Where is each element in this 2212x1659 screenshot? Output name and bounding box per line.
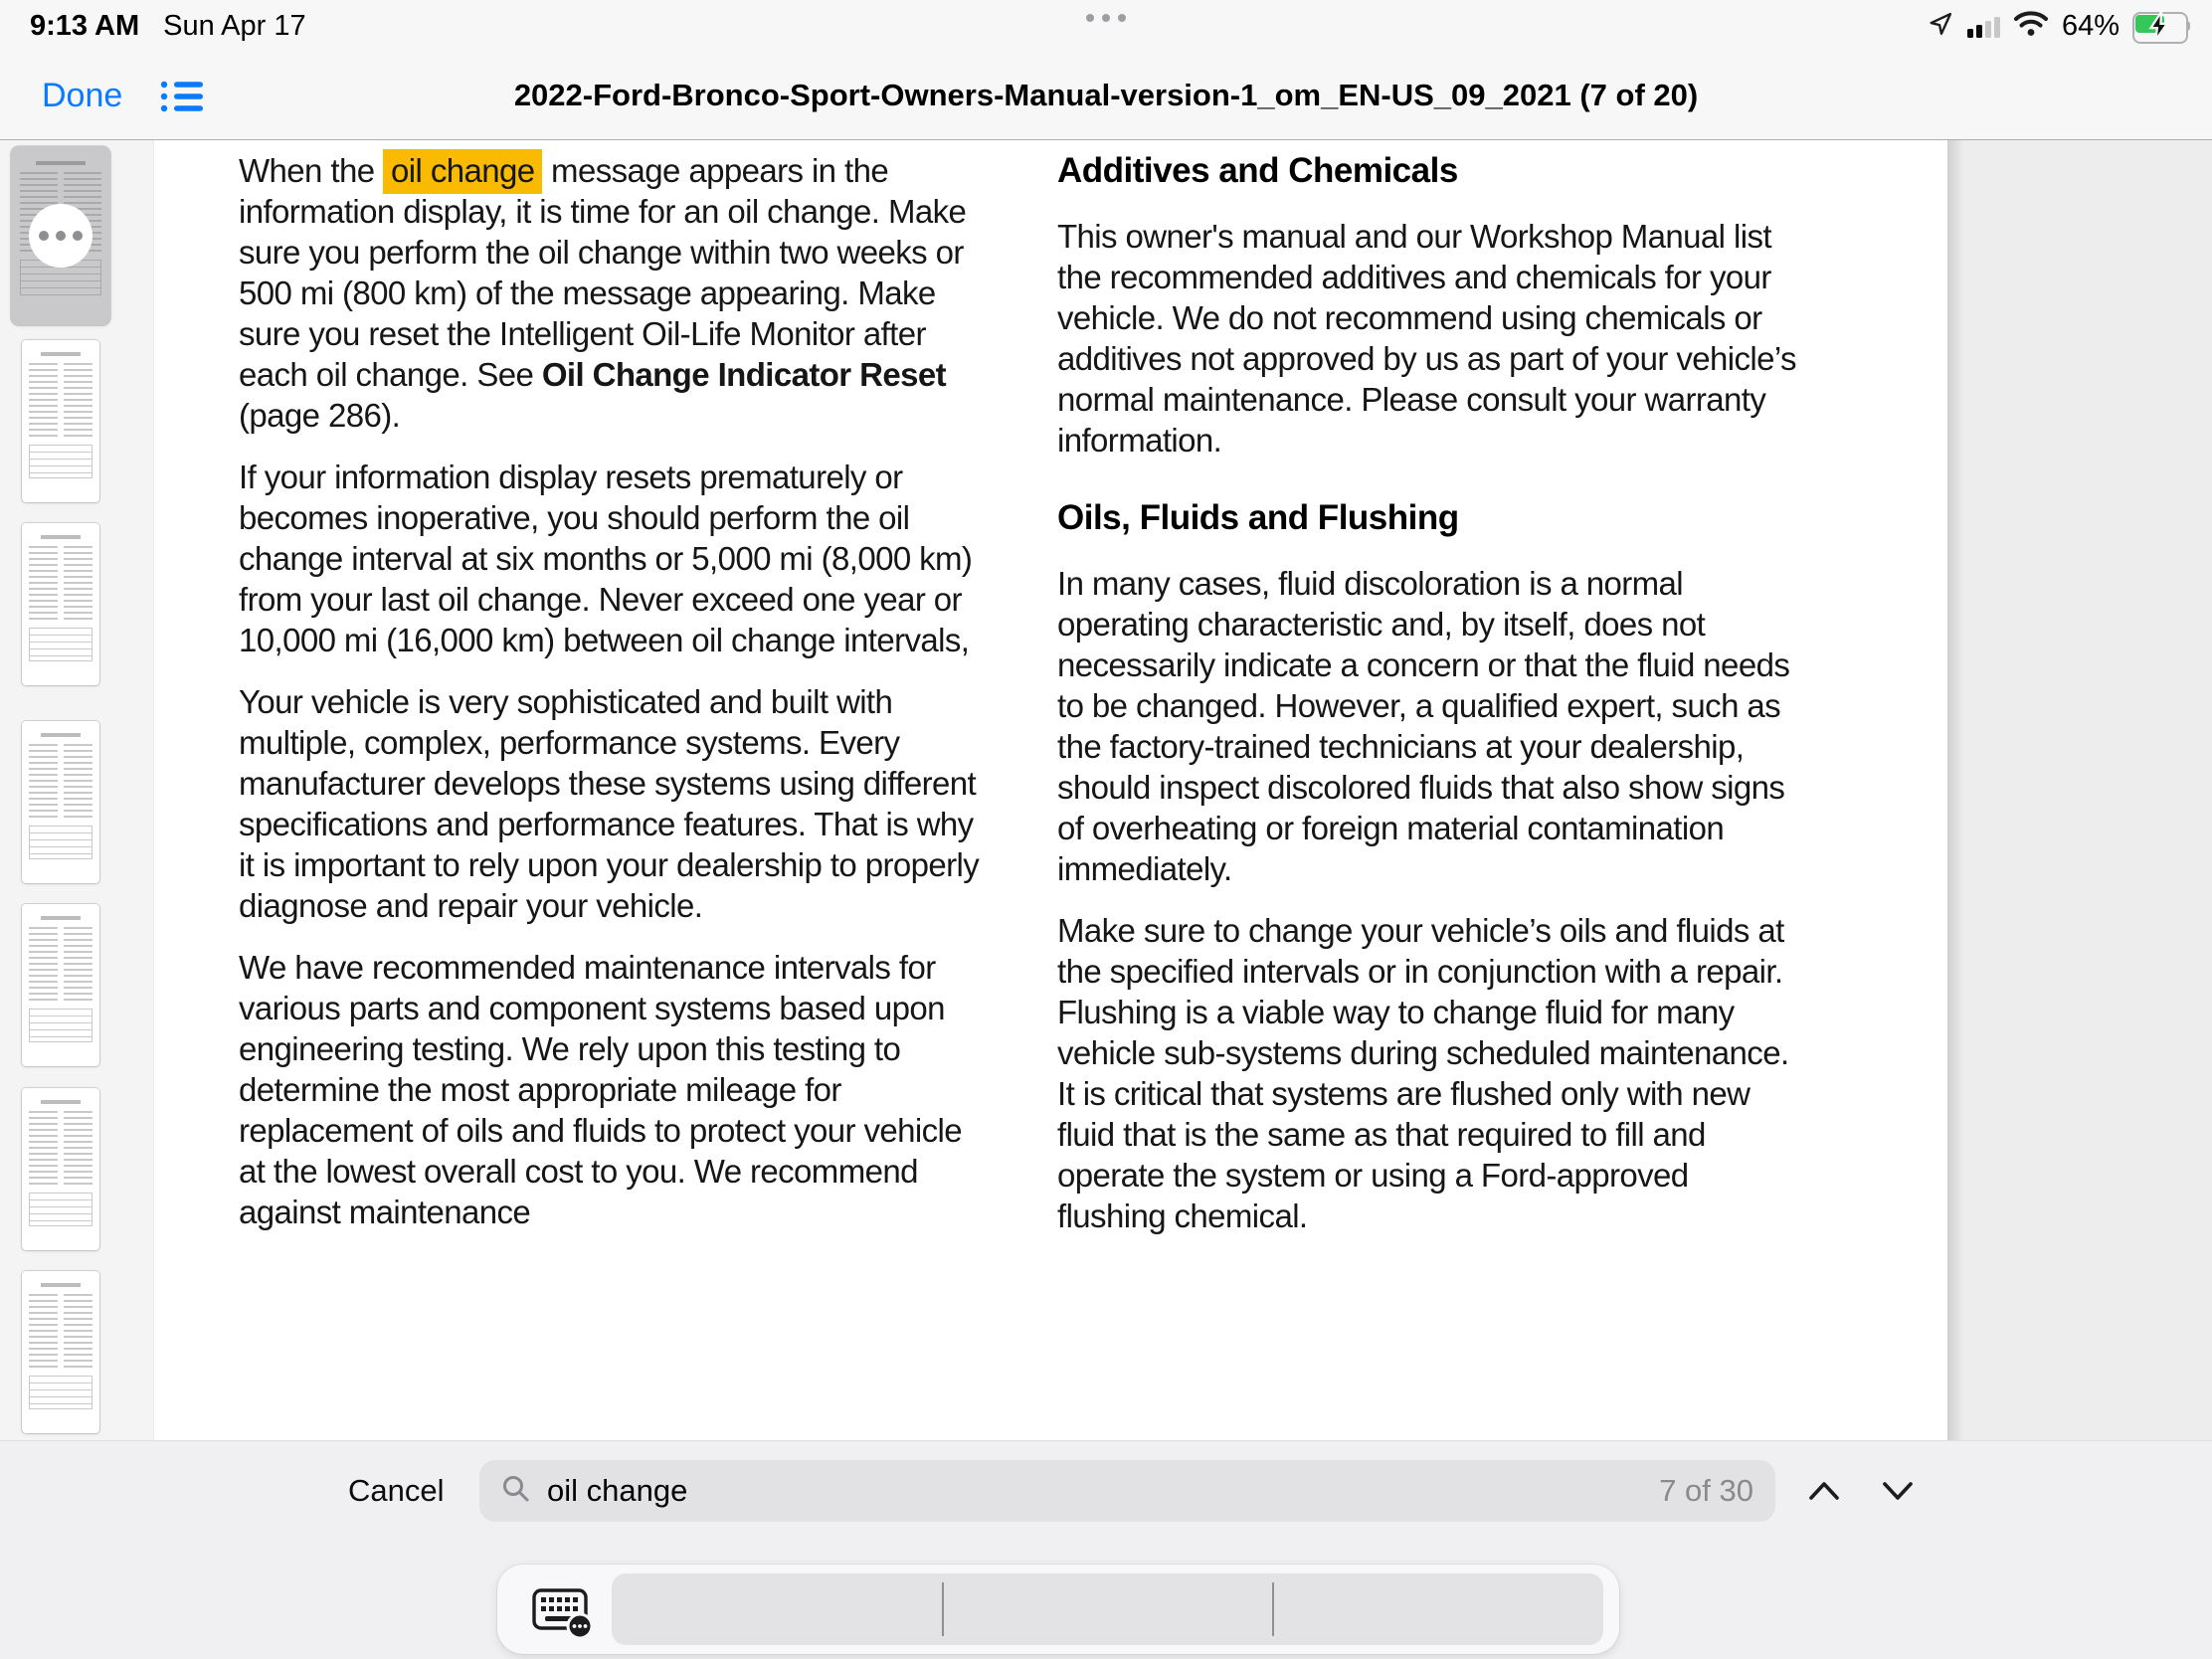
pdf-left-column <box>239 150 983 1253</box>
cancel-button[interactable]: Cancel <box>348 1473 445 1508</box>
done-button[interactable]: Done <box>42 76 123 114</box>
multitask-dots-icon[interactable] <box>1086 14 1126 22</box>
page-thumbnail[interactable] <box>22 523 99 685</box>
pdf-page <box>154 140 1947 1440</box>
thumbnails-list-icon[interactable] <box>159 52 205 139</box>
location-icon <box>1927 10 1954 43</box>
paragraph: Your vehicle is very sophisticated and built with multiple, complex, performance systems. Every manufacturer develops these systems using different specifications and performance features. That is why it is important to rely upon your dealership to properly diagnose and repair your vehicle. <box>239 683 980 924</box>
content-area <box>0 140 2212 1440</box>
paragraph: If your information display resets prematurely or becomes inoperative, you should perform the oil change interval at six months or 5,000 mi (8,000 km) from your last oil change. Never exceed one year or 10,000 mi (16,000 km) between oil change intervals, <box>239 459 973 658</box>
thumbnail-loading-icon <box>29 204 92 268</box>
search-field[interactable] <box>479 1460 1775 1522</box>
cellular-signal-icon <box>1967 14 2000 38</box>
status-time: 9:13 AM <box>30 9 140 42</box>
status-bar <box>0 0 2212 52</box>
search-toolbar <box>0 1440 2212 1659</box>
search-input[interactable] <box>547 1473 1659 1509</box>
paragraph: This owner's manual and our Workshop Manual list the recommended additives and chemicals for your vehicle. We do not recommend using chemicals or additives not approved by us as part of your vehicle’s normal maintenance. Please consult your warranty information. <box>1057 218 1796 459</box>
document-title: 2022-Ford-Bronco-Sport-Owners-Manual-version-1_om_EN-US_09_2021 (7 of 20) <box>513 78 1699 112</box>
section-heading: Additives and Chemicals <box>1057 151 1458 190</box>
page-thumbnail[interactable] <box>22 340 99 502</box>
page-thumbnail[interactable] <box>22 721 99 883</box>
keyboard-icon[interactable] <box>531 1586 593 1636</box>
page-thumbnail[interactable] <box>22 904 99 1066</box>
status-indicators <box>1927 0 2194 52</box>
predictive-text-tray[interactable] <box>612 1573 1603 1645</box>
navigation-bar <box>0 52 2212 140</box>
search-icon <box>501 1474 531 1509</box>
page-thumbnail-current[interactable] <box>11 146 110 325</box>
paragraph: In many cases, fluid discoloration is a normal operating characteristic and, by itself, does not necessarily indicate a concern or that the fluid needs to be changed. However, a qualified expert, such as the factory-trained technicians at your dealership, should inspect discolored fluids that also show signs of overheating or foreign material contamination immediately. <box>1057 565 1790 887</box>
paragraph: When the oil change message appears in the information display, it is time for an oil change. Make sure you perform the oil change within two weeks or 500 mi (800 km) of the message appearing. Make sure you reset the Intelligent Oil-Life Monitor after each oil change. See Oil Change Indicator Reset (page 286). <box>239 150 983 436</box>
paragraph: Make sure to change your vehicle’s oils and fluids at the specified intervals or in conjunction with a repair. Flushing is a viable way to change fluid for many vehicle sub-systems during scheduled maintenance. It is critical that systems are flushed only with new fluid that is the same as that required to fill and operate the system or using a Ford-approved flushing chemical. <box>1057 912 1789 1234</box>
minimized-keyboard-bar[interactable] <box>497 1565 1619 1654</box>
page-thumbnail[interactable] <box>22 1271 99 1433</box>
previous-match-button[interactable] <box>1796 1460 1852 1522</box>
next-match-button[interactable] <box>1870 1460 1926 1522</box>
section-heading: Oils, Fluids and Flushing <box>1057 498 1459 537</box>
paragraph: We have recommended maintenance intervals for various parts and component systems based upon engineering testing. We rely upon this testing to determine the most appropriate mileage for replacement of oils and fluids to protect your vehicle at the lowest overall cost to you. We recommend against maintenance <box>239 949 963 1230</box>
wifi-icon <box>2013 10 2049 42</box>
battery-percent: 64% <box>2061 9 2120 42</box>
thumbnail-sidebar[interactable] <box>0 140 154 1440</box>
status-datetime <box>30 0 306 52</box>
match-counter: 7 of 30 <box>1659 1473 1753 1508</box>
pdf-right-column <box>1057 150 1805 1257</box>
page-thumbnail[interactable] <box>22 1088 99 1250</box>
status-date: Sun Apr 17 <box>163 9 306 42</box>
page-background-gutter <box>1947 140 2212 1440</box>
battery-icon <box>2132 12 2194 40</box>
